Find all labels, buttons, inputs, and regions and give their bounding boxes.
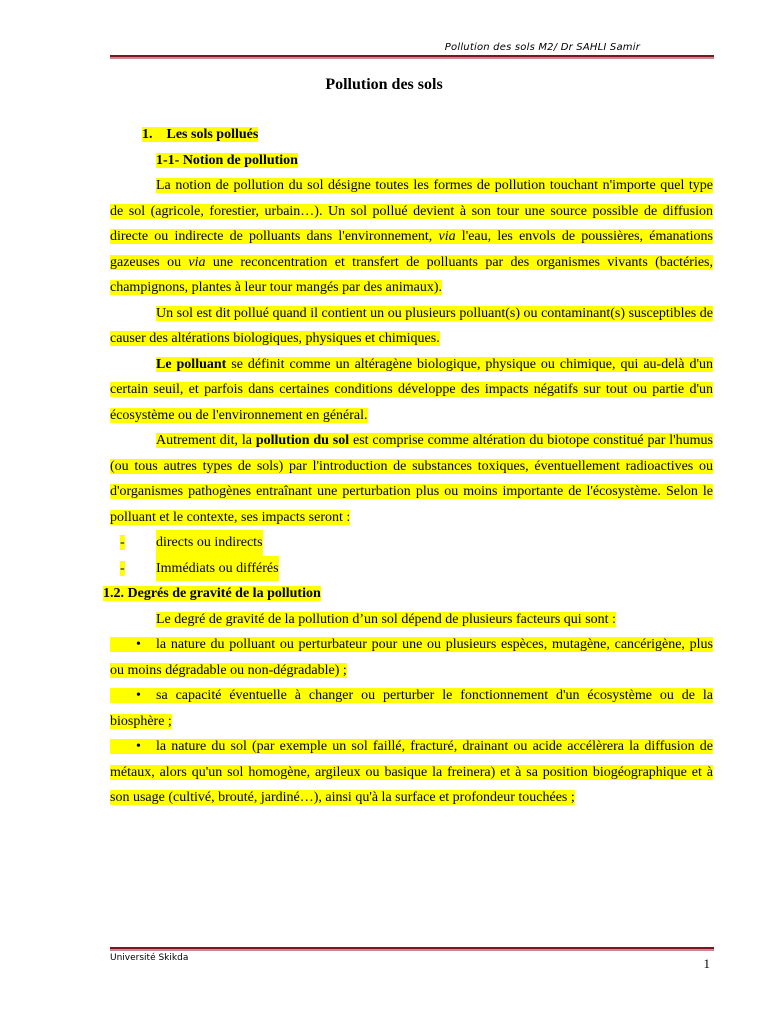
bullet-item [110,632,713,683]
list-item [110,530,713,556]
page-number: 1 [703,956,710,971]
section-1-heading [110,122,713,148]
bullet-text: la nature du sol (par exemple un sol faillé, fracturé, drainant ou acide accélèrera la diffusion de métaux, alors qu'un sol homogène, argileux ou basique la freinera) et à sa position biogéographique et à son usage (cultivé, brouté, jardiné…), ainsi qu'à la surface et profondeur touchées ; [110,739,713,805]
paragraph-4-term: pollution du sol [255,433,350,448]
dash-marker: - [120,560,125,576]
section-1-title: Les sols pollués [166,127,259,142]
section-1-1-heading [110,148,713,174]
paragraph-4-text-a: Autrement dit, la [156,433,256,448]
bullet-marker: • [136,637,141,652]
paragraph-1-via-2: via [188,254,206,270]
section-1-1-title: 1-1- Notion de pollution [156,152,298,168]
paragraph-3 [110,352,713,429]
list-item-text: directs ou indirects [156,530,263,556]
bullet-item [110,734,713,811]
paragraph-2-text: Un sol est dit pollué quand il contient un ou plusieurs polluant(s) ou contaminant(s) susceptibles de causer des altérations biologiques, physiques et chimiques. [110,305,713,346]
bullet-item [110,683,713,734]
bullet-marker: • [136,688,141,703]
list-item [110,556,713,582]
bullet-marker: • [136,739,141,754]
paragraph-1-text-c: une reconcentration et transfert de polluants par des organismes vivants (bactéries, champignons, plantes à leur tour mangés par des animaux). [110,254,713,295]
bullet-text: la nature du polluant ou perturbateur pour une ou plusieurs espèces, mutagène, cancérigène, plus ou moins dégradable ou non-dégradable) ; [110,637,713,678]
paragraph-1-text-a: La notion de pollution du sol désigne toutes les formes de pollution touchant n'importe quel type de sol (agricole, forestier, urbain…). Un sol pollué devient à son tour une source possible de diffusion directe ou indirecte de polluants dans l'environnement, [110,178,713,244]
paragraph-2 [110,301,713,352]
list-item-text: Immédiats ou différés [156,556,279,582]
paragraph-4-text-b: est comprise comme altération du biotope constitué par l'humus (ou tous autres types de sols) par l'introduction de substances toxiques, éventuellement radioactives ou d'organismes pathogènes entraînant une perturbation plus ou moins importante de l'écosystème. Selon le polluant et le contexte, ses impacts seront : [110,433,713,525]
bullet-text: sa capacité éventuelle à changer ou perturber le fonctionnement d'un écosystème ou de la biosphère ; [110,688,713,729]
paragraph-1-via-1: via [438,229,456,244]
footer-university: Université Skikda [110,953,189,963]
dash-marker: - [120,535,125,550]
paragraph-5 [110,607,713,633]
paragraph-3-text: se définit comme un altéragène biologique, physique ou chimique, qui au-delà d'un certain seuil, et parfois dans certaines conditions développe des impacts négatifs sur tout ou partie d'un écosystème ou de l'environnement en général. [110,356,714,423]
section-1-2-title: 1.2. Degrés de gravité de la pollution [103,586,321,601]
section-1-number: 1. [142,127,153,142]
paragraph-4 [110,428,713,530]
page-title: Pollution des sols [325,76,443,93]
section-1-2-heading [103,581,713,607]
paragraph-3-term: Le polluant [156,356,227,372]
footer-rule [110,947,714,949]
paragraph-1-text-b: l'eau, les envols de poussières, émanations gazeuses ou [110,229,713,270]
paragraph-5-text: Le degré de gravité de la pollution d’un sol dépend de plusieurs facteurs qui sont : [156,611,616,627]
running-header: Pollution des sols M2/ Dr SAHLI Samir [444,42,640,53]
paragraph-1 [110,173,713,301]
document-body [103,122,714,811]
header-rule [110,55,714,57]
